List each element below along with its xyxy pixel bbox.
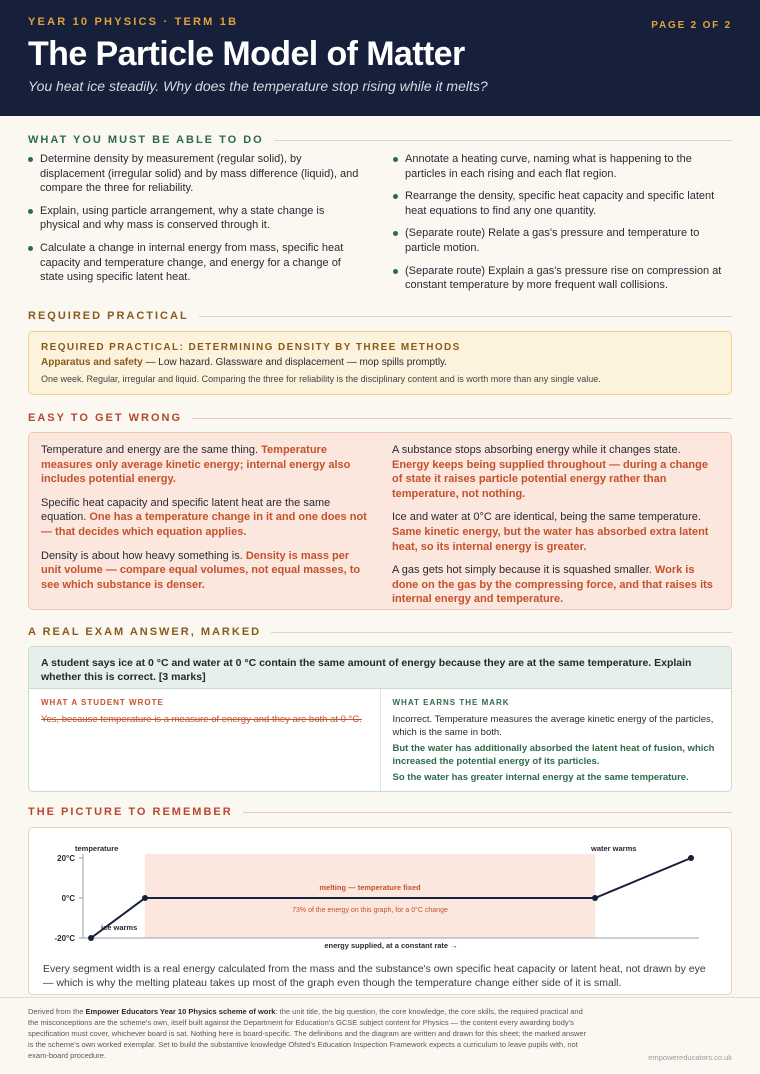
skills-heading: WHAT YOU MUST BE ABLE TO DO xyxy=(28,134,732,146)
misconception: Temperature and energy are the same thing. Temperature measures only average kinetic energy; internal energy also includes potential energy. xyxy=(41,444,351,486)
skill-item: Rearrange the density, specific heat capacity and specific latent heat equations to find any one quantity. xyxy=(393,189,732,218)
water-warms-label: water warms xyxy=(591,844,637,853)
student-answer-label: WHAT A STUDENT WROTE xyxy=(41,698,164,707)
student-answer xyxy=(29,689,381,792)
skill-item: Annotate a heating curve, naming what is happening to the particles in each rising and each flat region. xyxy=(393,152,732,181)
melting-label: melting — temperature fixed xyxy=(319,883,421,892)
y-tick-label: 20°C xyxy=(57,854,75,863)
skill-item: (Separate route) Relate a gas's pressure and temperature to particle motion. xyxy=(393,226,732,255)
page-title: The Particle Model of Matter xyxy=(28,35,465,73)
practical-note: One week. Regular, irregular and liquid. Comparing the three for reliability is the disciplinary content and is worth more than any single value. xyxy=(41,374,601,384)
mark-scheme-label: WHAT EARNS THE MARK xyxy=(392,698,510,707)
exam-heading: A REAL EXAM ANSWER, MARKED xyxy=(28,626,732,638)
page-header xyxy=(0,0,760,116)
data-point xyxy=(88,935,94,941)
misconception: A substance stops absorbing energy while it changes state. Energy keeps being supplied throughout — during a change of state it raises particle potential energy rather than temperature, not nothing. xyxy=(392,444,708,500)
skill-item: Calculate a change in internal energy from mass, specific heat capacity and temperature change, and energy for a change of state using specific latent heat. xyxy=(28,241,367,285)
exam-answer-box xyxy=(28,646,732,792)
practical-heading: REQUIRED PRACTICAL xyxy=(28,310,732,322)
mistakes-heading: EASY TO GET WRONG xyxy=(28,412,732,424)
data-point xyxy=(592,895,598,901)
x-axis-label: energy supplied, at a constant rate → xyxy=(324,941,458,950)
skills-left-column xyxy=(28,152,367,301)
data-point xyxy=(688,855,694,861)
melting-share-label: 73% of the energy on this graph, for a 0°C change xyxy=(292,907,448,914)
data-point xyxy=(142,895,148,901)
exam-question: A student says ice at 0 °C and water at 0 °C contain the same amount of energy because they are at the same temperature. Explain whether this is correct. [3 marks] xyxy=(29,647,731,689)
mark-point: So the water has greater internal energy at the same temperature. xyxy=(392,772,689,783)
y-tick-label: 0°C xyxy=(61,894,75,903)
course-kicker: YEAR 10 PHYSICS · TERM 1B xyxy=(28,16,239,28)
mark-point: But the water has additionally absorbed the latent heat of fusion, which increased the potential energy of its particles. xyxy=(392,743,715,767)
picture-heading: THE PICTURE TO REMEMBER xyxy=(28,806,732,818)
heating-curve-panel xyxy=(28,827,732,995)
student-answer-text: Yes, because temperature is a measure of energy and they are both at 0 °C. xyxy=(41,714,362,725)
mistakes-box xyxy=(28,432,732,610)
misconception: Density is about how heavy something is. Density is mass per unit volume — compare equal volumes, not equal masses, to see which substance is denser. xyxy=(41,549,361,591)
chart-caption: Every segment width is a real energy calculated from the mass and the substance's own specific heat capacity or latent heat, not drawn by eye — which is why the melting plateau takes up most of the graph even though the temperature change either side of it is small. xyxy=(43,963,706,989)
ice-warms-label: ice warms xyxy=(101,923,138,932)
heating-curve-chart xyxy=(29,828,733,958)
mark-point: Incorrect. Temperature measures the average kinetic energy of the particles, which is the same in both. xyxy=(392,714,714,738)
skills-right-column xyxy=(393,152,732,301)
site-url: empowereducators.co.uk xyxy=(648,1053,732,1062)
source-note: Derived from the Empower Educators Year 10 Physics scheme of work: the unit title, the big question, the core knowledge, the core skills, the required practical and the misconceptions are the scheme's own, itself built against the Department for Education's GCSE subject content for Physics — the content every awarding body's specification must cover, whichever board is sat. Nothing here is board-specific. The definitions and the diagram are written and drawn for this sheet; the marked answer is the scheme's own worked exemplar. Set to build the substantive knowledge Ofsted's Education Inspection Framework expects a curriculum to leave pupils with, not exam-board procedure. xyxy=(28,1007,587,1060)
y-axis-label: temperature xyxy=(75,844,119,853)
y-tick-label: -20°C xyxy=(54,934,75,943)
mistakes-right-column xyxy=(392,443,719,606)
practical-box xyxy=(28,331,732,395)
footer-divider xyxy=(0,997,760,998)
misconception: A gas gets hot simply because it is squashed smaller. Work is done on the gas by the compressing force, and that raises its internal energy and temperature. xyxy=(392,564,713,606)
misconception: Ice and water at 0°C are identical, being the same temperature. Same kinetic energy, but the water has absorbed extra latent heat, so its internal energy is greater. xyxy=(392,511,709,553)
misconception: Specific heat capacity and specific latent heat are the same equation. One has a temperature change in it and one does not — that decides which equation applies. xyxy=(41,496,367,538)
skill-item: Determine density by measurement (regular solid), by displacement (irregular solid) and by mass difference (liquid), and compare the three for reliability. xyxy=(28,152,367,196)
skill-item: Explain, using particle arrangement, why a state change is physical and why mass is conserved through it. xyxy=(28,204,367,233)
melting-region xyxy=(145,854,595,938)
practical-safety: Apparatus and safety — Low hazard. Glassware and displacement — mop spills promptly. xyxy=(41,357,448,368)
mistakes-left-column xyxy=(41,443,368,599)
skills-list xyxy=(28,152,732,301)
mark-scheme xyxy=(381,689,732,792)
skill-item: (Separate route) Explain a gas's pressure rise on compression at constant temperature by more frequent wall collisions. xyxy=(393,264,732,293)
big-question: You heat ice steadily. Why does the temperature stop rising while it melts? xyxy=(28,78,488,94)
practical-title: REQUIRED PRACTICAL: DETERMINING DENSITY BY THREE METHODS xyxy=(41,342,461,353)
page-number: PAGE 2 OF 2 xyxy=(651,20,732,31)
